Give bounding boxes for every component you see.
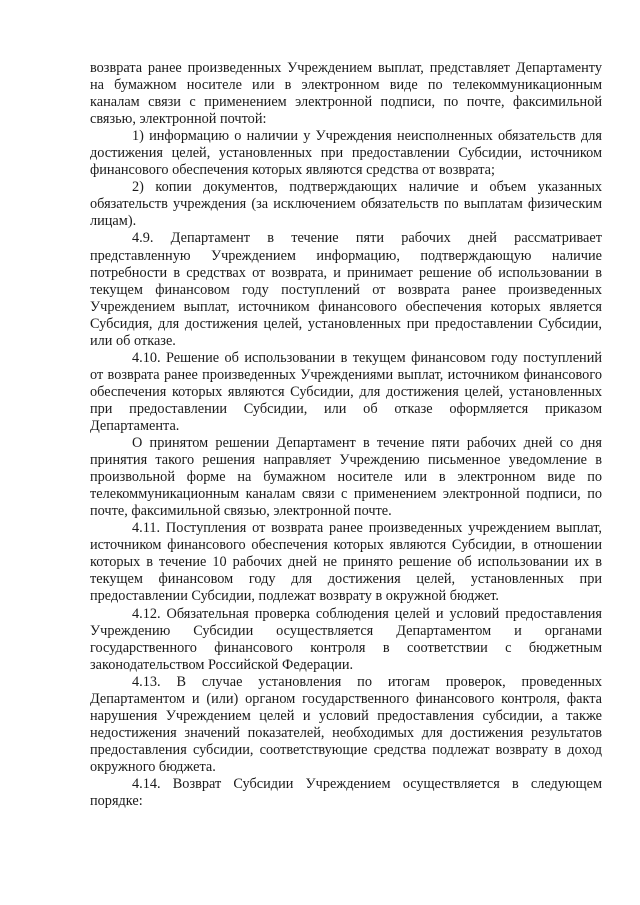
paragraph-item-2: 2) копии документов, подтверждающих наличие и объем указанных обязательств учреждения (за исключением обязательств по выплатам физическим лицам). bbox=[90, 179, 602, 230]
document-body bbox=[90, 60, 602, 810]
paragraph-clause-4-10: 4.10. Решение об использовании в текущем финансовом году поступлений от возврата ранее произведенных Учреждениями выплат, источником финансового обеспечения которых являются Субсидии, для достижения целей, установленных при предоставлении Субсидии, или об отказе оформляется приказом Департамента. bbox=[90, 349, 602, 434]
paragraph-clause-4-13: 4.13. В случае установления по итогам проверок, проведенных Департаментом и (или) органом государственного финансового контроля, факта нарушения Учреждением целей и условий предоставления субсидии, а также недостижения значений показателей, необходимых для достижения результатов предоставления субсидии, соответствующие средства подлежат возврату в доход окружного бюджета. bbox=[90, 673, 602, 775]
paragraph-clause-4-9: 4.9. Департамент в течение пяти рабочих дней рассматривает представленную Учреждением информацию, подтверждающую наличие потребности в средствах от возврата, и принимает решение об использовании в текущем финансовом году поступлений от возврата ранее произведенных Учреждением выплат, источником финансового обеспечения которых является Субсидия, для достижения целей, установленных при предоставлении Субсидии, или об отказе. bbox=[90, 230, 602, 349]
paragraph-clause-4-11: 4.11. Поступления от возврата ранее произведенных учреждением выплат, источником финансового обеспечения которых являются Субсидии, в отношении которых в течение 10 рабочих дней не принято решение об использовании их в текущем финансовом году для достижения целей, установленных при предоставлении Субсидии, подлежат возврату в окружной бюджет. bbox=[90, 520, 602, 605]
paragraph-notification: О принятом решении Департамент в течение пяти рабочих дней со дня принятия такого решения направляет Учреждению письменное уведомление в произвольной форме на бумажном носителе или в электронном виде по телекоммуникационным каналам связи с применением электронной подписи, по почте, факсимильной связью, электронной почте. bbox=[90, 435, 602, 520]
paragraph-clause-4-14: 4.14. Возврат Субсидии Учреждением осуществляется в следующем порядке: bbox=[90, 775, 602, 810]
paragraph-continuation: возврата ранее произведенных Учреждением выплат, представляет Департаменту на бумажном носителе или в электронном виде по телекоммуникационным каналам связи с применением электронной подписи, по почте, факсимильной связью, электронной почтой: bbox=[90, 60, 602, 128]
paragraph-item-1: 1) информацию о наличии у Учреждения неисполненных обязательств для достижения целей, установленных при предоставлении Субсидии, источником финансового обеспечения которых являются средства от возврата; bbox=[90, 128, 602, 179]
paragraph-clause-4-12: 4.12. Обязательная проверка соблюдения целей и условий предоставления Учреждению Субсидии осуществляется Департаментом и органами государственного финансового контроля в соответствии с бюджетным законодательством Российской Федерации. bbox=[90, 605, 602, 673]
